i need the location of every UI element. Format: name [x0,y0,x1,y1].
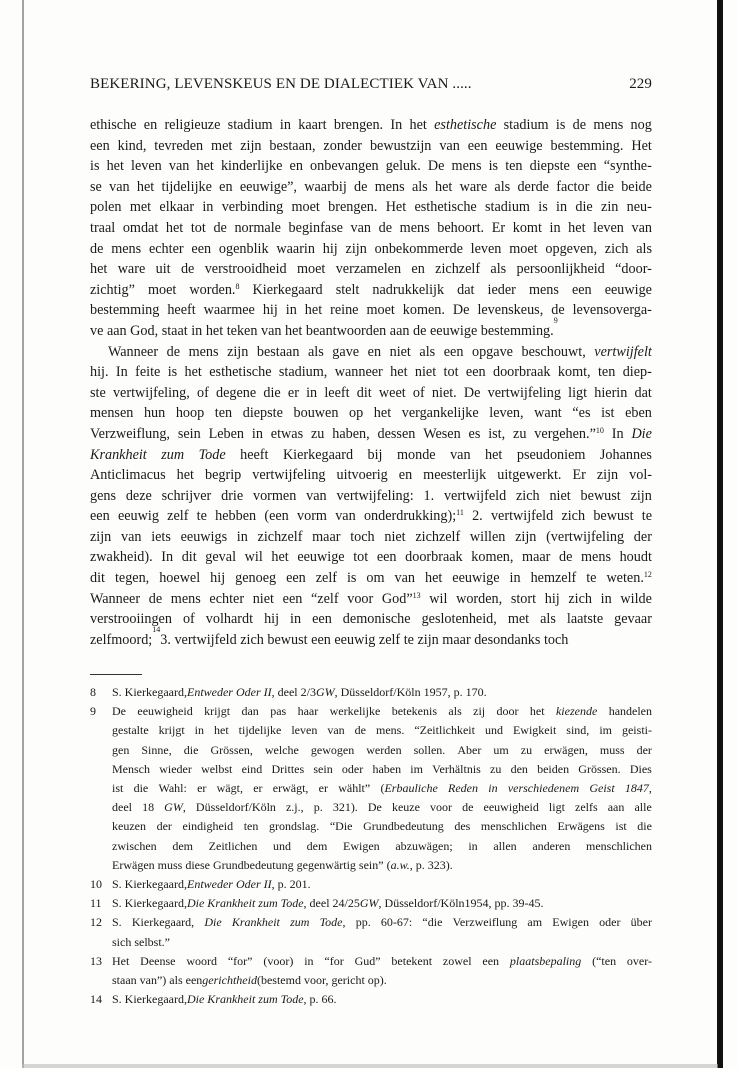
text-line: traal omdat het tot de normale beginfase van de mens behoort. Er komt in het leven van [90,219,652,236]
footnote-line: gestalte krijgt in het tijdelijke leven van de mens. “Zeitlichkeit und Ewigkeit sind, im geisti- [112,723,652,738]
footnote-line: staan van”) als een gerichtheid (bestemd voor, gericht op). [112,973,387,988]
footnote-number: 13 [90,953,102,968]
footnote-number: 8 [90,685,96,699]
footnotes [90,683,652,1009]
footnote-line: Erwägen muss diese Grundbedeutung gegenwärtig sein” ( a.w. , p. 323). [112,857,453,872]
footnote [90,952,652,990]
footnote-line: Mensch wieder welbst eind Drittes sein oder haben im Verhältnis zu den beiden Grössen. Dies [112,761,652,776]
text-line: zichtig” moet worden.$^8$ Kierkegaard stelt nadrukkelijk dat ieder mens een eeuwige [90,281,652,298]
text-line: dit tegen, hoewel hij genoeg een zelf is om van het eeuwige in hemzelf te weten.$^{12}$ [90,570,652,587]
running-head-title: BEKERING, LEVENSKEUS EN DE DIALECTIEK VAN ..... [90,76,472,92]
footnote-line: S. Kierkegaard, Entweder Oder II , p. 201. [112,877,311,892]
footnote-separator [90,674,142,675]
running-head [90,76,652,96]
text-line: ve aan God, staat in het teken van het beantwoorden aan de eeuwige bestemming. 9 [90,315,558,339]
footnote-line: deel 18 GW, Düsseldorf/Köln z.j., p. 321). De keuze voor de eeuwigheid ligt zelfs aan alle [112,800,652,815]
scan-bottom-edge [22,1064,718,1068]
scan-left-edge [22,0,24,1068]
text-line: mensen hun hoop ten diepste bouwen op het vergankelijke leven, want “es ist eben [90,405,652,422]
scan-right-edge [717,0,723,1068]
footnote-number: 12 [90,915,102,930]
text-line: Wanneer de mens echter niet een “zelf voor God”$^{13}$ wil worden, stort hij zich in wilde [90,590,652,607]
text-line: Wanneer de mens zijn bestaan als gave en niet als een opgave beschouwt, vertwijfelt [108,343,652,360]
text-line: hij. In feite is het esthetische stadium, wanneer het niet tot een doorbraak komt, ten diep- [90,364,652,381]
body-text [90,115,652,650]
text-line: Verzweiflung, sein Leben in etwas zu haben, dessen Wesen es ist, zu vergehen.”$^{10}$ In Die [90,425,652,442]
footnote [90,702,652,875]
footnote-line: gen Sinne, die Grössen, welche gewogen werden sollen. Aber um zu erwägen, muss der [112,742,652,757]
footnote [90,990,652,1009]
text-line: se van het tijdelijke en eeuwige”, waarbij de mens als het ware als derde factor die beide [90,178,652,195]
footnote-line: sich selbst.” [112,934,170,949]
footnote [90,875,652,894]
footnote-number: 10 [90,877,102,892]
text-line: is het leven van het kinderlijke en onbevangen geluk. De mens is ten diepste een “synthe- [90,158,652,175]
footnote [90,913,652,951]
text-line: zwakheid). In dit geval wil het eeuwige tot een doorbraak komen, maar de mens houdt [90,549,652,566]
footnote-line: ist die Wahl: er wägt, er erwägt, er wählt” (Erbauliche Reden in verschiedenem Geist 1847, [112,781,652,796]
text-line: bestemming heeft waarmee hij in het reine moet komen. De levenskeus, de levensoverga- [90,302,652,319]
text-line: een eeuwig zelf te hebben (een vorm van onderdrukking);$^{11}$ 2. vertwijfeld zich bewust te [90,508,652,525]
text-line: zelfmoord; 14 3. vertwijfeld zich bewust een eeuwig zelf te zijn maar desondanks toch [90,624,569,648]
footnote-line: zwischen dem Zeitlichen und dem Ewigen abzuwägen; in allen anderen menschlichen [112,838,652,853]
text-line: een kind, tevreden met zijn bestaan, zonder bewustzijn van een eeuwige bestemming. Het [90,137,652,154]
text-line: polen met elkaar in verbinding moet brengen. Het esthetische stadium is in die zin neu- [90,199,652,216]
footnote-line: S. Kierkegaard, Die Krankheit zum Tode, pp. 60-67: “die Verzweiflung am Ewigen oder über [112,915,652,930]
footnote [90,894,652,913]
footnote-number: 9 [90,704,96,719]
footnote-line: Het Deense woord “for” (voor) in “for Gud” betekent zowel een plaatsbepaling (“ten over- [112,953,652,968]
text-line: het ware uit de verstrooidheid moet verzamelen en zichzelf als persoonlijkheid “door- [90,261,652,278]
text-line: gens deze schrijver drie vormen van vertwijfeling: 1. vertwijfeld zich niet bewust zijn [90,487,652,504]
text-line: Krankheit zum Tode heeft Kierkegaard bij monde van het pseudoniem Johannes [90,446,652,463]
footnote-number: 11 [90,896,102,911]
footnote-number: 14 [90,992,102,1007]
footnote-line: S. Kierkegaard, Die Krankheit zum Tode , deel 24/25 GW , Düsseldorf/Köln1954, pp. 39-45. [112,896,544,911]
footnote-line: keuzen der eindigheid ten grondslag. “Die Grundbedeutung des menschlichen Erwägens ist die [112,819,652,834]
page-number: 229 [629,76,652,92]
text-line: verstrooiingen of volhardt hij in een demonische geslotenheid, met als laatste gevaar [90,611,652,628]
text-line: ethische en religieuze stadium in kaart brengen. In het esthetische stadium is de mens nog [90,117,652,133]
text-line: zijn van iets eeuwigs in zichzelf maar toch niet zichzelf willen zijn (vertwijfeling der [90,528,652,545]
footnote [90,683,652,702]
footnote-line: S. Kierkegaard, Entweder Oder II , deel 2/3 GW , Düsseldorf/Köln 1957, p. 170. [112,685,487,699]
text-line: de mens echter een ogenblik waarin hij zijn onbekommerde leven moet opgeven, zich als [90,240,652,257]
text-line: Anticlimacus het begrip vertwijfeling uitvoerig en meesterlijk uitgewerkt. Er zijn vol- [90,467,652,484]
footnote-line: S. Kierkegaard, Die Krankheit zum Tode , p. 66. [112,992,337,1007]
text-line: ste vertwijfeling, of degene die er in leeft dit weet of niet. De vertwijfeling ligt hierin dat [90,384,652,401]
footnote-line: De eeuwigheid krijgt dan pas haar werkelijke betekenis als zij door het kiezende handelen [112,704,652,719]
